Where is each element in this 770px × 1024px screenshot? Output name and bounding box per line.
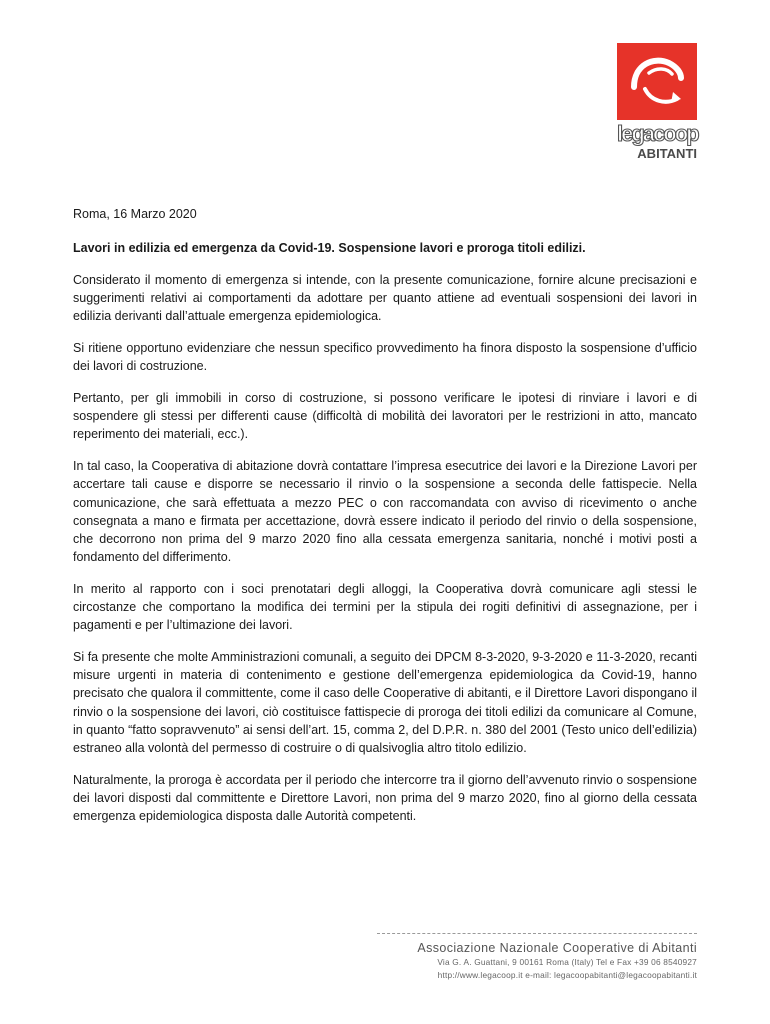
logo-wordmark: legacoop <box>617 121 698 146</box>
footer-divider <box>377 933 697 934</box>
footer-contacts: http://www.legacoop.it e-mail: legacoopabitanti@legacoopabitanti.it <box>437 970 697 980</box>
paragraph-2: Si ritiene opportuno evidenziare che nessun specifico provvedimento ha finora disposto la sospensione d’ufficio dei lavori di costruzione. <box>73 341 697 374</box>
footer-organization: Associazione Nazionale Cooperative di Abitanti <box>417 941 697 955</box>
paragraph-1: Considerato il momento di emergenza si intende, con la presente comunicazione, fornire alcune precisazioni e suggerimenti relativi ai comportamenti da adottare per quanto attiene ad eventuali sospensioni dei lavori in edilizia derivanti dall’attuale emergenza epidemiologica. <box>73 273 697 324</box>
logo-emblem <box>617 43 697 120</box>
legacoop-abitanti-logo <box>617 43 697 163</box>
paragraph-3: Pertanto, per gli immobili in corso di costruzione, si possono verificare le ipotesi di rinviare i lavori e di sospendere gli stessi per differenti cause (difficoltà di mobilità dei lavoratori per le restrizioni in atto, mancato reperimento dei materiali, ecc.). <box>73 391 697 442</box>
paragraph-5: In merito al rapporto con i soci prenotatari degli alloggi, la Cooperativa dovrà comunicare agli stessi le circostanze che comportano la modifica dei termini per la stipula dei rogiti definitivi di assegnazione, per i pagamenti e per l’ultimazione dei lavori. <box>73 581 697 633</box>
logo-subtitle: ABITANTI <box>637 146 697 161</box>
paragraph-6: Si fa presente che molte Amministrazioni comunali, a seguito dei DPCM 8-3-2020, 9-3-2020 e 11-3-2020, recanti misure urgenti in materia di contenimento e gestione dell’emergenza epidemiologica da Covid-19, hanno precisato che qualora il committente, come il caso delle Cooperative di abitanti, e il Direttore Lavori dispongano il rinvio o la sospensione dei lavori, ciò costituisce fattispecie di proroga dei titoli edilizi da comunicare al Comune, in quanto “fatto sopravvenuto” ai sensi dell’art. 15, comma 2, del D.P.R. n. 380 del 2001 (Testo unico dell’edilizia) estraneo alla volontà del permesso di costruire o di qualsivoglia altro titolo edilizio. <box>73 649 697 755</box>
letterhead-footer <box>377 933 697 982</box>
letter-subject: Lavori in edilizia ed emergenza da Covid-19. Sospensione lavori e proroga titoli edilizi. <box>73 241 586 255</box>
letter-body <box>73 206 697 839</box>
paragraph-4: In tal caso, la Cooperativa di abitazione dovrà contattare l’impresa esecutrice dei lavori e la Direzione Lavori per accertare tali cause e disporre se necessario il rinvio o la sospensione a seconda delle fattispecie. Nella comunicazione, che sarà effettuata a mezzo PEC o con raccomandata con avviso di ricevimento o anche consegnata a mano e firmata per accettazione, dovrà essere indicato il periodo del rinvio o della sospensione, che decorrono non prima del 9 marzo 2020 fino alla cessata emergenza sanitaria, nonché i motivi posti a fondamento del differimento. <box>73 459 697 565</box>
house-swoosh-icon <box>617 43 697 120</box>
paragraph-7: Naturalmente, la proroga è accordata per il periodo che intercorre tra il giorno dell’avvenuto rinvio o sospensione dei lavori disposti dal committente e Direttore Lavori, non prima del 9 marzo 2020, fino al giorno della cessata emergenza epidemiologica disposta dalle Autorità competenti. <box>73 772 697 824</box>
letter-date: Roma, 16 Marzo 2020 <box>73 207 197 221</box>
footer-address: Via G. A. Guattani, 9 00161 Roma (Italy) Tel e Fax +39 06 8540927 <box>437 957 697 967</box>
